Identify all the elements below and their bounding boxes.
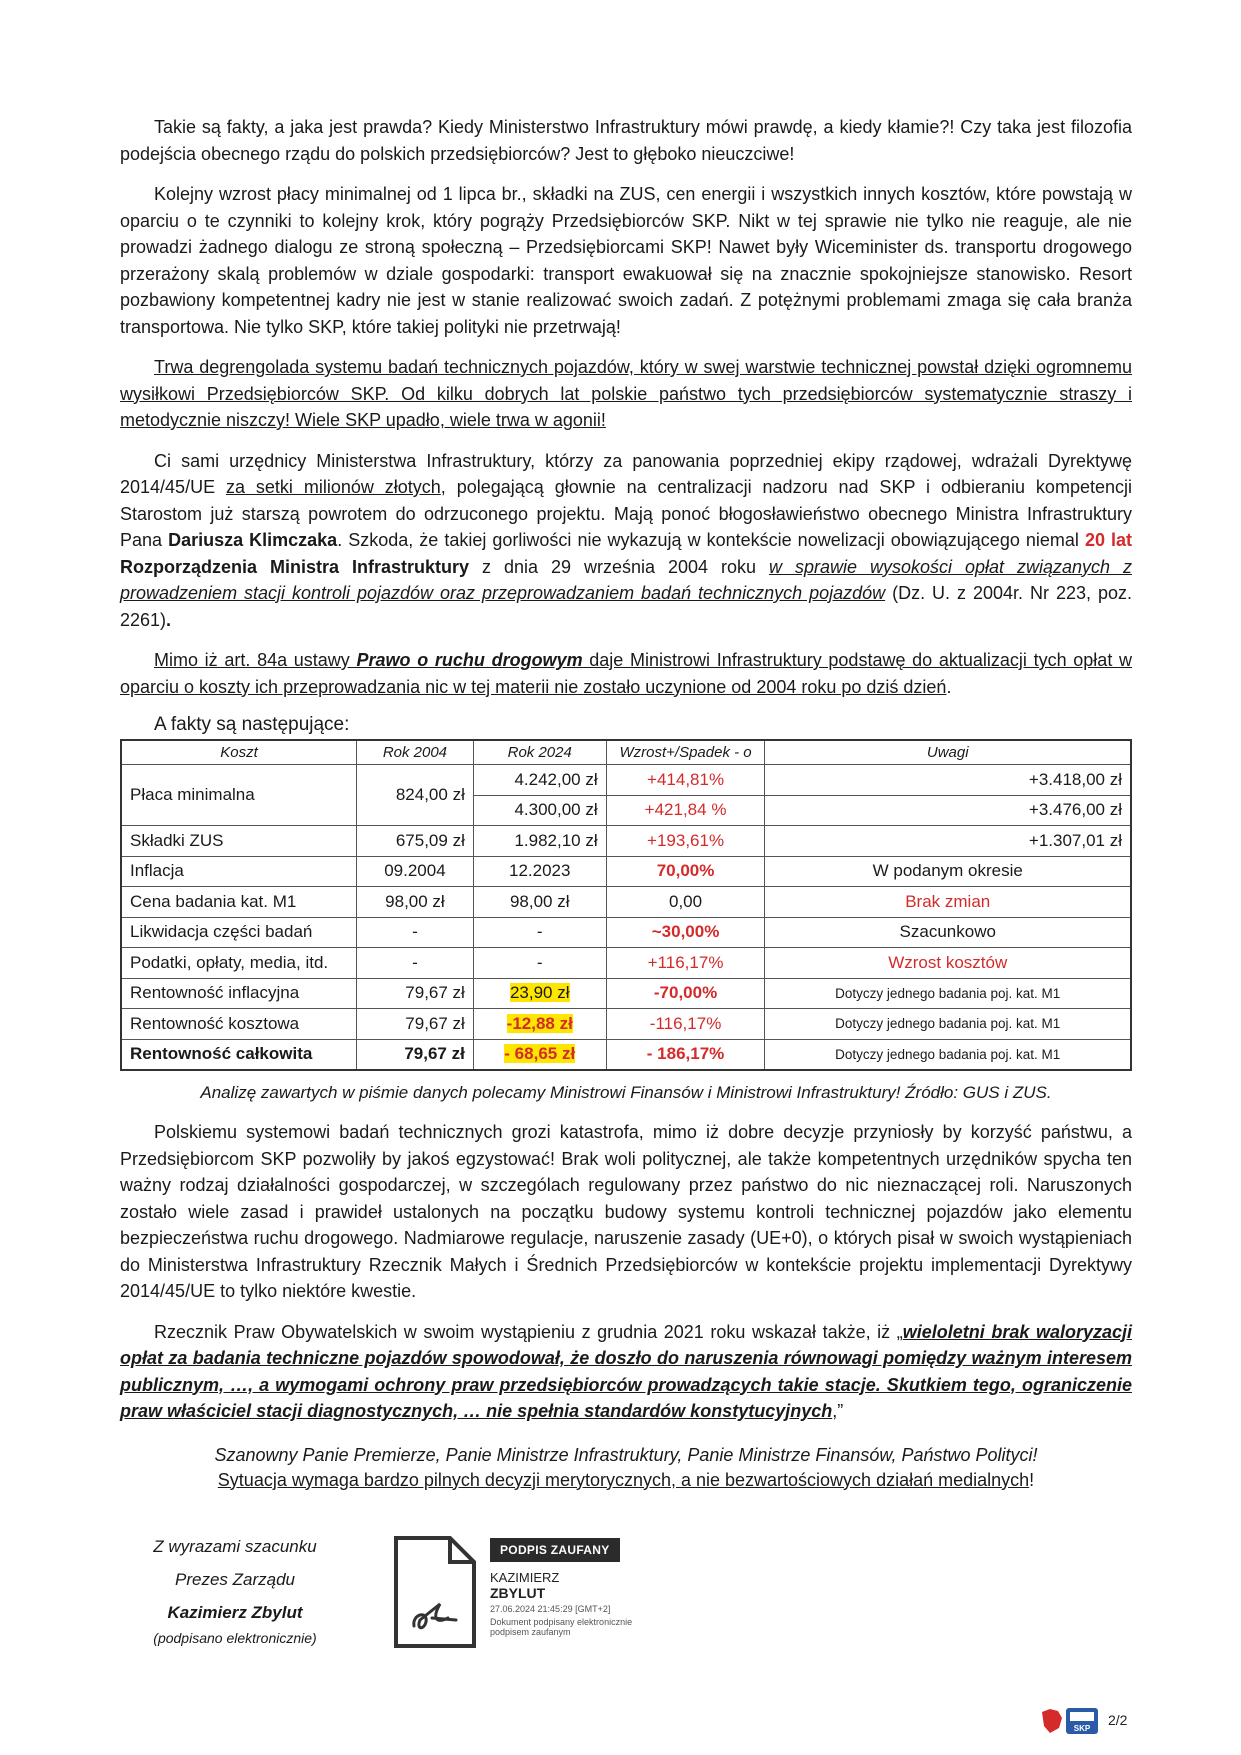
cell-2004: 98,00 zł — [357, 887, 474, 918]
cell-2024: 4.242,00 zł — [473, 765, 606, 796]
cost-table — [120, 739, 1132, 1071]
highlighted-value: 23,90 zł — [509, 983, 570, 1003]
cell-change: +414,81% — [606, 765, 765, 796]
cell-notes: +1.307,01 zł — [765, 826, 1131, 857]
text-run: Mimo iż art. 84a ustawy — [154, 650, 357, 670]
logo-text: SKP — [1073, 1724, 1091, 1733]
paragraph-minimum-wage: Kolejny wzrost płacy minimalnej od 1 lipca br., składki na ZUS, cen energii i wszystkich innych kosztów, które powstają w oparciu o te czynniki to kolejny krok, który pogrąży Przedsiębiorców SKP. Nikt w tej sprawie nie tylko nie reaguje, ale nie prowadzi żadnego dialogu ze stroną społeczną – Przedsiębiorcami SKP! Nawet były Wiceminister ds. transportu drogowego przerażony skalą problemów w dziale gospodarki: transport ewakuował się na znacznie spokojniejsze stanowisko. Resort pozbawiony kompetentnej kadry nie jest w stanie realizować swoich zadań. Z potężnymi problemami zmaga się cała branża transportowa. Nie tylko SKP, które takiej polityki nie przetrwają! — [120, 184, 1132, 337]
table-row — [121, 887, 1131, 918]
cell-cost: Inflacja — [121, 856, 357, 887]
cell-cost: Podatki, opłaty, media, itd. — [121, 948, 357, 979]
paragraph-officials — [120, 448, 1132, 634]
cell-change: +193,61% — [606, 826, 765, 857]
table-header-row — [121, 740, 1131, 765]
cell-2024 — [473, 1009, 606, 1040]
table-row — [121, 1039, 1131, 1070]
cell-notes: Dotyczy jednego badania poj. kat. M1 — [765, 1009, 1131, 1040]
cell-cost: Płaca minimalna — [121, 765, 357, 826]
cell-2024: - — [473, 948, 606, 979]
facts-heading: A fakty są następujące: — [154, 714, 350, 735]
cell-change: +421,84 % — [606, 795, 765, 826]
cell-2024: 98,00 zł — [473, 887, 606, 918]
years-highlight: 20 lat — [1084, 530, 1132, 550]
table-row — [121, 1009, 1131, 1040]
cell-change: ~30,00% — [606, 917, 765, 948]
table-row — [121, 978, 1131, 1009]
cell-2024: 4.300,00 zł — [473, 795, 606, 826]
closing-salutation: Szanowny Panie Premierze, Panie Ministrze Infrastruktury, Panie Ministrze Finansów, Państwo Polityci! — [214, 1444, 1038, 1465]
signature-description: Dokument podpisany elektronicznie podpisem zaufanym — [490, 1617, 633, 1637]
signed-document-icon — [392, 1534, 478, 1650]
act-title: Prawo o ruchu drogowym — [356, 650, 583, 670]
paragraph-facts-truth: Takie są fakty, a jaka jest prawda? Kiedy Ministerstwo Infrastruktury mówi prawdę, a kiedy kłamie?! Czy taka jest filozofia podejścia obecnego rządu do polskich przedsiębiorców? Jest to głęboko nieuczciwe! — [120, 117, 1132, 164]
trusted-signature — [392, 1534, 633, 1650]
header-notes: Uwagi — [765, 740, 1131, 765]
highlighted-value: - 68,65 zł — [504, 1044, 576, 1064]
header-change: Wzrost+/Spadek - o — [606, 740, 765, 765]
paragraph-degradation: Trwa degrengolada systemu badań technicznych pojazdów, który w swej warstwie technicznej powstał dzięki ogromnemu wysiłkowi Przedsiębiorców SKP. Od kilku dobrych lat polskie państwo tych przedsiębiorców systematycznie straszy i metodycznie niszczy! Wiele SKP upadło, wiele trwa w agonii! — [120, 357, 1132, 430]
cell-change: 0,00 — [606, 887, 765, 918]
signature-first-name: KAZIMIERZ — [490, 1570, 560, 1585]
text-run: . Szkoda, że takiej gorliwości nie wykazują w kontekście nowelizacji obowiązującego niemal — [337, 530, 1085, 550]
cell-cost: Likwidacja części badań — [121, 917, 357, 948]
letter-page — [120, 114, 1132, 1491]
minister-name: Dariusza Klimczaka — [168, 530, 338, 550]
table-row — [121, 826, 1131, 857]
table-row — [121, 856, 1131, 887]
signoff-block — [130, 1530, 340, 1647]
cell-notes: +3.418,00 zł — [765, 765, 1131, 796]
text-run: ! — [1029, 1469, 1035, 1490]
header-2004: Rok 2004 — [357, 740, 474, 765]
cell-2004: 79,67 zł — [357, 978, 474, 1009]
cell-notes: Wzrost kosztów — [765, 948, 1131, 979]
signature-last-name: ZBYLUT — [490, 1585, 546, 1601]
header-cost: Koszt — [121, 740, 357, 765]
table-row — [121, 917, 1131, 948]
text-run: , polegającą głownie na centralizacji nadzoru nad SKP i odbieraniu kompetencji Starostom już starszą powrotem do odrzuconego projektu. Mają ponoć błogosławieństwo obecnego Ministra Infrastruktury Pana — [120, 477, 1132, 550]
cell-change: 70,00% — [606, 856, 765, 887]
paragraph-catastrophe: Polskiemu systemowi badań technicznych grozi katastrofa, mimo iż dobre decyzje przyniosły by korzyść państwu, a Przedsiębiorcom SKP pozwoliły by jakoś egzystować! Brak woli politycznej, ale także kompetentnych urzędników spycha ten ważny rodzaj działalności gospodarczej, w szczególach regulowany przez państwo do nic nieznaczącej roli. Naruszonych zostało wiele zasad i prawideł ustalonych na początku budowy systemu kontroli technicznej pojazdów jako elementu bezpieczeństwa ruchu drogowego. Nadmiarowe regulacje, naruszenie zasady (UE+0), o których pisał w swoich wystąpieniach do Ministerstwa Infrastruktury Rzecznik Małych i Średnich Przedsiębiorców w kontekście projektu implementacji Dyrektywy 2014/45/UE to tylko niektóre kwestie. — [120, 1122, 1132, 1301]
cell-change: -70,00% — [606, 978, 765, 1009]
cell-notes: +3.476,00 zł — [765, 795, 1131, 826]
cell-notes: Dotyczy jednego badania poj. kat. M1 — [765, 978, 1131, 1009]
table-row — [121, 948, 1131, 979]
cell-2024: 12.2023 — [473, 856, 606, 887]
signer-role: Prezes Zarządu — [175, 1570, 295, 1589]
text-run: z dnia 29 września 2004 roku — [469, 556, 769, 577]
regards: Z wyrazami szacunku — [153, 1537, 317, 1556]
cell-2004: 824,00 zł — [357, 765, 474, 826]
closing-appeal — [120, 1470, 1132, 1491]
paragraph-article-84a — [120, 647, 1132, 700]
signature-note: (podpisano elektronicznie) — [153, 1630, 317, 1646]
cell-cost: Składki ZUS — [121, 826, 357, 857]
table-row — [121, 765, 1131, 796]
text-run-underlined: za setki milionów złotych — [225, 477, 441, 497]
cell-cost: Rentowność inflacyjna — [121, 978, 357, 1009]
cell-2004: 79,67 zł — [357, 1039, 474, 1070]
regulation-subject: w sprawie wysokości opłat związanych z prowadzeniem stacji kontroli pojazdów oraz przeprowadzaniem badań technicznych pojazdów — [120, 556, 1132, 603]
regulation-title: Rozporządzenia Ministra Infrastruktury — [120, 556, 470, 577]
cell-notes: W podanym okresie — [765, 856, 1131, 887]
cell-cost: Cena badania kat. M1 — [121, 887, 357, 918]
text-run: daje Ministrowi Infrastruktury podstawę do aktualizacji tych opłat w oparciu o koszty ich przeprowadzania nic w tej materii nie zostało uczynione od 2004 roku po dziś dzień — [120, 650, 1133, 697]
text-run: . — [166, 609, 172, 630]
cell-2024: 1.982,10 zł — [473, 826, 606, 857]
skp-logo-icon — [1040, 1706, 1102, 1736]
cell-change: -116,17% — [606, 1009, 765, 1040]
cell-2024: - — [473, 917, 606, 948]
cell-2004: 79,67 zł — [357, 1009, 474, 1040]
text-run: (Dz. U. z 2004r. Nr 223, poz. 2261) — [120, 583, 1132, 630]
cell-notes: Brak zmian — [765, 887, 1131, 918]
cell-2004: - — [357, 948, 474, 979]
cell-cost: Rentowność kosztowa — [121, 1009, 357, 1040]
page-number: 2/2 — [1108, 1712, 1128, 1728]
text-run: Rzecznik Praw Obywatelskich w swoim wystąpieniu z grudnia 2021 roku wskazał także, iż „ — [154, 1321, 903, 1342]
cell-change: - 186,17% — [606, 1039, 765, 1070]
ombudsman-quote: wieloletni brak waloryzacji opłat za badania techniczne pojazdów spowodował, że doszło do naruszenia równowagi pomiędzy ważnym interesem publicznym, …, a wymogami ochrony praw przedsiębiorców prowadzących takie stacje. Skutkiem tego, ograniczenie praw właściciel stacji diagnostycznych, … nie spełnia standardów konstytucyjnych — [120, 1321, 1132, 1421]
cell-change: +116,17% — [606, 948, 765, 979]
cell-notes: Dotyczy jednego badania poj. kat. M1 — [765, 1039, 1131, 1070]
signature-date: 27.06.2024 21:45:29 [GMT+2] — [490, 1604, 611, 1614]
closing-appeal-text: Sytuacja wymaga bardzo pilnych decyzji merytorycznych, a nie bezwartościowych działań medialnych — [217, 1469, 1030, 1490]
cell-2004: - — [357, 917, 474, 948]
source-note: Analizę zawartych w piśmie danych polecamy Ministrowi Finansów i Ministrowi Infrastruktury! Źródło: GUS i ZUS. — [200, 1083, 1052, 1102]
header-2024: Rok 2024 — [473, 740, 606, 765]
text-run: ,” — [832, 1401, 844, 1421]
cell-cost: Rentowność całkowita — [121, 1039, 357, 1070]
signer-name: Kazimierz Zbylut — [167, 1603, 303, 1622]
cell-2024 — [473, 978, 606, 1009]
cell-2024 — [473, 1039, 606, 1070]
cell-2004: 09.2004 — [357, 856, 474, 887]
signature-label: PODPIS ZAUFANY — [490, 1538, 620, 1562]
cell-2004: 675,09 zł — [357, 826, 474, 857]
cell-notes: Szacunkowo — [765, 917, 1131, 948]
text-run: Ci sami urzędnicy Ministerstwa Infrastruktury, którzy za panowania poprzedniej ekipy rządowej, wdrażali Dyrektywę 2014/45/UE — [120, 450, 1132, 497]
highlighted-value: -12,88 zł — [506, 1013, 573, 1033]
text-run: . — [946, 676, 952, 697]
paragraph-ombudsman — [120, 1319, 1132, 1425]
